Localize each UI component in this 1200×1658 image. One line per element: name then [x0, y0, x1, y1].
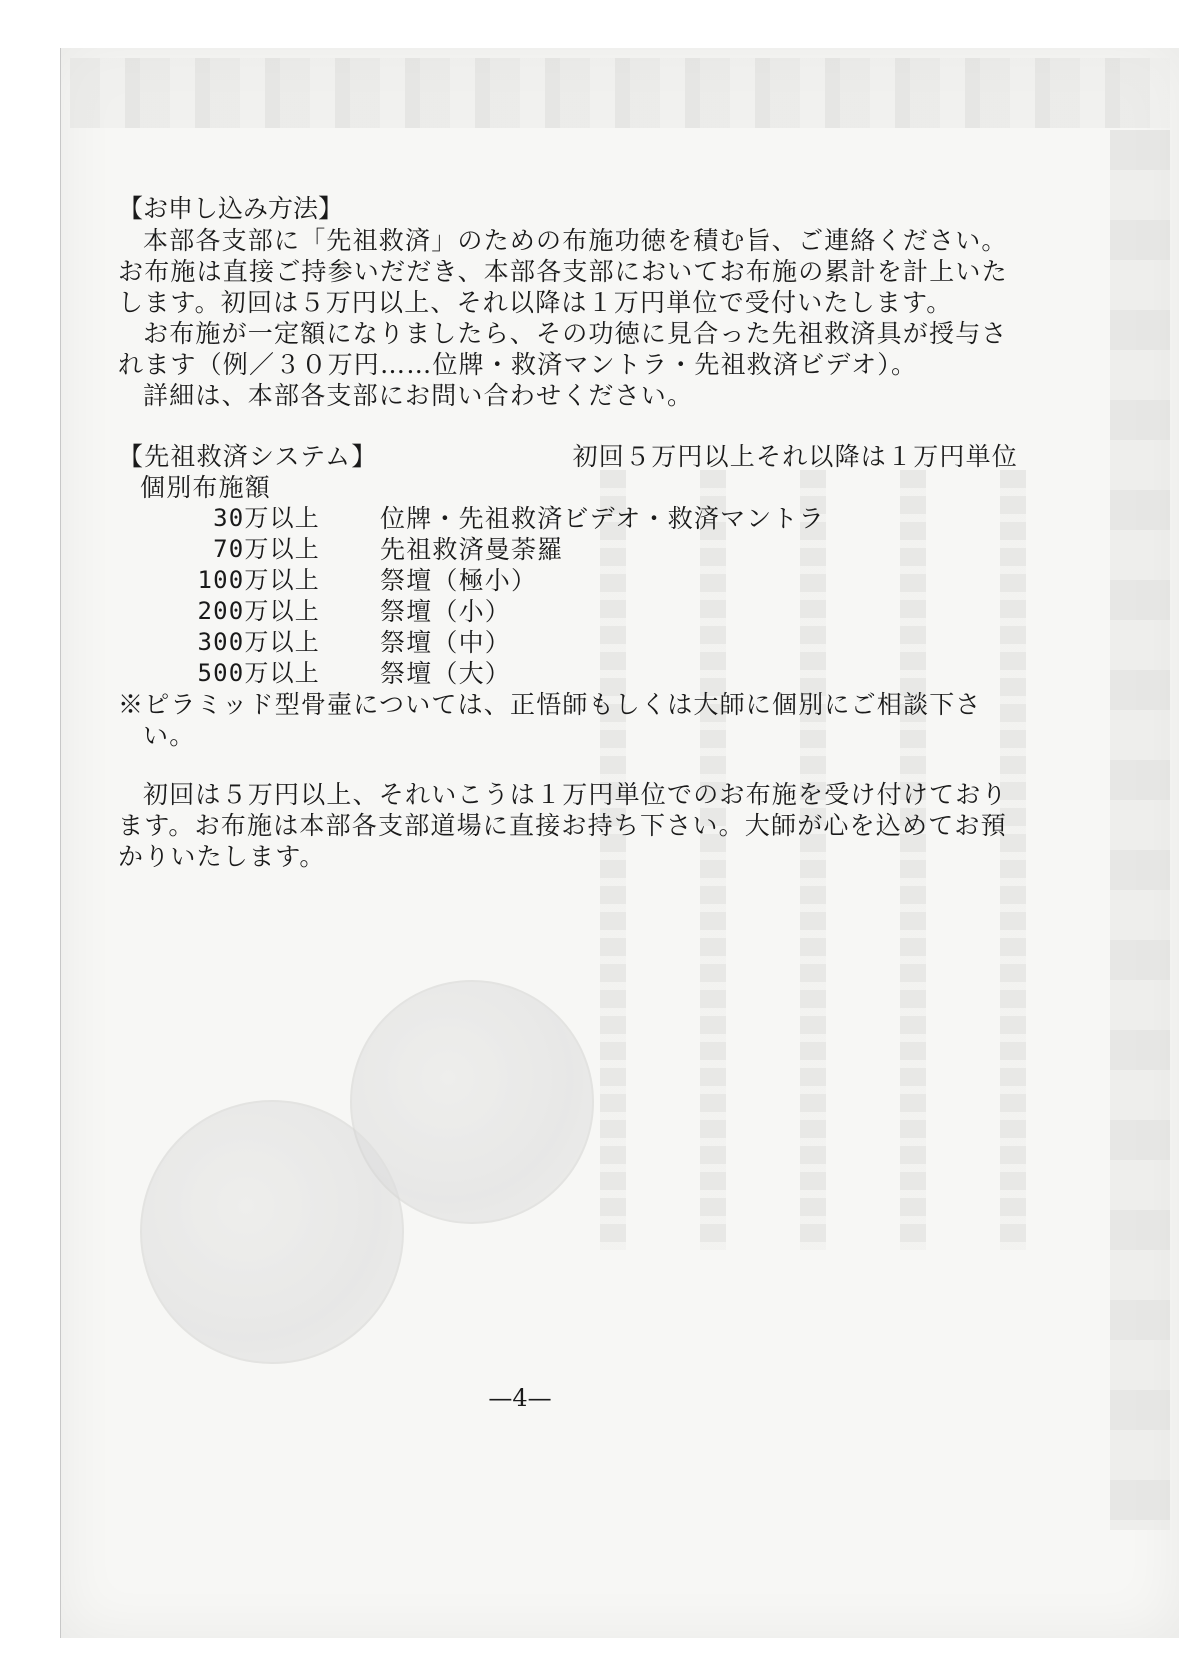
tier-row	[118, 534, 1018, 565]
tier-item: 位牌・先祖救済ビデオ・救済マントラ	[380, 504, 825, 533]
tier-row	[118, 658, 1018, 689]
tier-amount: 30万以上	[213, 504, 320, 532]
tier-amount: 100万以上	[197, 566, 320, 594]
tier-item: 祭壇（中）	[380, 628, 512, 657]
tier-amount: 200万以上	[197, 597, 320, 625]
tier-amount: 70万以上	[213, 535, 320, 563]
tier-row	[118, 596, 1018, 627]
tier-row	[118, 627, 1018, 658]
tier-subheading: 個別布施額	[140, 473, 272, 502]
application-paragraph: 詳細は、本部各支部にお問い合わせください。	[143, 381, 694, 410]
tier-amount: 500万以上	[197, 659, 320, 687]
application-heading: 【お申し込み方法】	[118, 194, 344, 223]
bleed-through-edge	[1110, 130, 1170, 1530]
application-paragraph: お布施が一定額になりましたら、その功徳に見合った先祖救済具が授与されます（例／３０万円……位牌・救済マントラ・先祖救済ビデオ）。	[118, 319, 1008, 379]
page-content	[118, 193, 1018, 872]
tier-row	[118, 565, 1018, 596]
bleed-through-circle	[350, 980, 594, 1224]
bleed-through-band	[70, 58, 1170, 128]
tier-row	[118, 503, 1018, 534]
page-number: —4—	[488, 1384, 552, 1412]
tier-amount: 300万以上	[197, 628, 320, 656]
tier-item: 祭壇（大）	[380, 659, 512, 688]
closing-paragraph: 初回は５万円以上、それいこうは１万円単位でのお布施を受け付けております。お布施は本部各支部道場に直接お持ち下さい。大師が心を込めてお預かりいたします。	[118, 780, 1008, 871]
application-paragraph: 本部各支部に「先祖救済」のための布施功徳を積む旨、ご連絡ください。お布施は直接ご持参いだだき、本部各支部においてお布施の累計を計上いたします。初回は５万円以上、それ以降は１万円単位で受付いたします。	[118, 226, 1008, 317]
pyramid-urn-note: ※ピラミッド型骨壷については、正悟師もしくは大師に個別にご相談下さい。	[118, 690, 982, 750]
system-heading: 【先祖救済システム】	[118, 442, 378, 471]
tier-item: 祭壇（極小）	[380, 566, 538, 595]
tier-item: 先祖救済曼荼羅	[380, 535, 564, 564]
system-header	[118, 441, 1018, 472]
system-heading-note: 初回５万円以上それ以降は１万円単位	[572, 442, 1018, 471]
tier-item: 祭壇（小）	[380, 597, 512, 626]
tier-list	[118, 503, 1018, 689]
